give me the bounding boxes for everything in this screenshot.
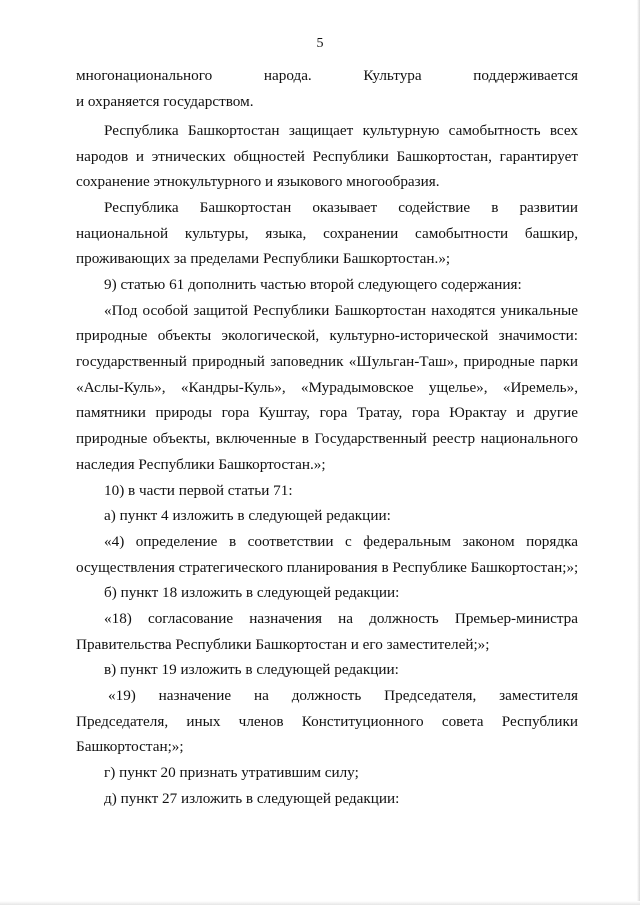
text-line: народов и этнических общностей Республики Башкортостан, гарантирует: [76, 148, 578, 165]
text-line: 9) статью 61 дополнить частью второй следующего содержания:: [104, 276, 522, 293]
text-line: и охраняется государством.: [76, 93, 254, 110]
text-line: Председателя, иных членов Конституционного совета Республики: [76, 713, 578, 730]
scan-bottom-shadow: [0, 901, 640, 905]
text-line: «Под особой защитой Республики Башкортостан находятся уникальные: [104, 302, 578, 319]
text-line: многонационального народа. Культура поддерживается: [76, 67, 578, 84]
text-line: Правительства Республики Башкортостан и его заместителей;»;: [76, 636, 490, 653]
text-line: государственный природный заповедник «Шульган-Таш», природные парки: [76, 353, 578, 370]
text-line: природные объекты, включенные в Государственный реестр национального: [76, 430, 578, 447]
text-line: «Аслы-Куль», «Кандры-Куль», «Мурадымовское ущелье», «Иремель»,: [76, 379, 578, 396]
text-line: Республика Башкортостан защищает культурную самобытность всех: [104, 122, 578, 139]
text-line: сохранение этнокультурного и языкового многообразия.: [76, 173, 440, 190]
text-line: проживающих за пределами Республики Башкортостан.»;: [76, 250, 451, 267]
text-line: Башкортостан;»;: [76, 738, 184, 755]
page-number: 5: [316, 36, 324, 51]
text-line: г) пункт 20 признать утратившим силу;: [104, 764, 359, 781]
text-line: «4) определение в соответствии с федеральным законом порядка: [104, 533, 578, 550]
text-line: осуществления стратегического планирования в Республике Башкортостан;»;: [76, 559, 579, 576]
text-line: д) пункт 27 изложить в следующей редакции:: [104, 790, 400, 807]
text-line: наследия Республики Башкортостан.»;: [76, 456, 326, 473]
text-line: «18) согласование назначения на должность Премьер-министра: [104, 610, 578, 627]
text-line: национальной культуры, языка, сохранении самобытности башкир,: [76, 225, 578, 242]
text-line: «19) назначение на должность Председателя, заместителя: [108, 687, 578, 704]
text-line: памятники природы гора Куштау, гора Тратау, гора Юрактау и другие: [76, 404, 578, 421]
text-line: Республика Башкортостан оказывает содействие в развитии: [104, 199, 578, 216]
text-line: б) пункт 18 изложить в следующей редакции:: [104, 584, 400, 601]
text-line: в) пункт 19 изложить в следующей редакции:: [104, 661, 399, 678]
text-line: 10) в части первой статьи 71:: [104, 482, 293, 499]
text-line: а) пункт 4 изложить в следующей редакции:: [104, 507, 391, 524]
text-line: природные объекты экологической, культурно-исторической значимости:: [76, 327, 578, 344]
